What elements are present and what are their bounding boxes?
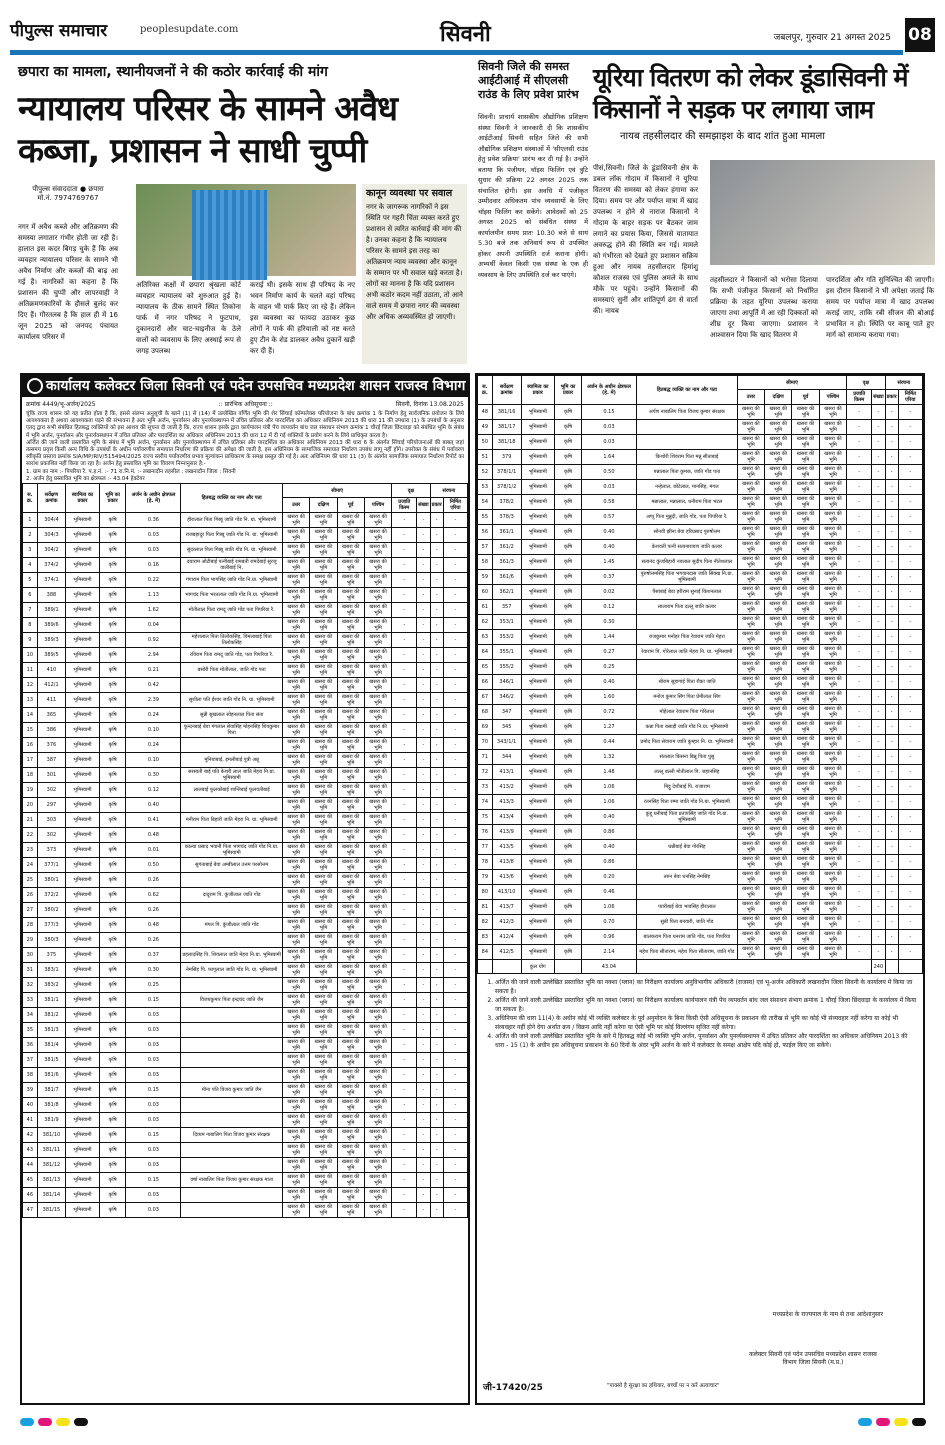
table-row: 34 381/2 भूमिस्वामी कृषि 0.03 खसरा की भूमि खसरा की भूमि खसरा की भूमि खसरा की भूमि - - - - <box>23 1008 468 1023</box>
newspaper-logo: पीपुल्स समाचार <box>10 21 108 41</box>
table-row: 80 413/10 भूमिस्वामी कृषि 0.46 खसरा की भूमि खसरा की भूमि खसरा की भूमि खसरा की भूमि - - - - <box>478 885 923 900</box>
total-row: कुल योग 43.04 240 <box>478 960 923 974</box>
box-title: कानून व्यवस्था पर सवाल <box>366 188 453 199</box>
masthead <box>10 18 935 52</box>
footnote-item: 2. अर्जित की जाने वाली उल्लेखित प्रस्तावित भूमि का नक्शा (प्लान) का निरीक्षण कार्यालय कार्यपालन यंत्री पेंच व्यपवर्तन बांध जल संसाधन संभाग क्रमांक 1 चौरई जिला छिंदवाड़ा के कार्यालय में किया जा सकता है। <box>495 996 917 1014</box>
notice-type: :: प्रारंभिक अधिसूचना :: <box>218 401 273 408</box>
table-row: 11 410 भूमिस्वामी कृषि 0.21 बसोरी पिता मोतीलाल, जाति गोंड पता खसरा की भूमि खसरा की भूमि खसरा की भूमि खसरा की भूमि - - - - <box>23 663 468 678</box>
notice-para1: चूंकि राज्य शासन को यह प्रतीत होता है कि, इससे संलग्न अनुसूची के खाने (1) से (14) में उल्लेखित वर्णित भूमि की शेर सिंचाई कॉम्पलेक्स परियोजना के बांध क्रमांक 1 के निर्माण हेतु सार्वजनिक प्रयोजन के लिये आवश्यकता है अथवा आवश्यकता पड़ने की संभावना है अतः भूमि अर्जन, पुनर्वासन और पुनर्व्यवस्थापन में उचित प्रतिकर और पारदर्शिता का अधिकार अधिनियम 2013 की धारा 11 की उपधारा (1) के उपबंधों के अनुसार एतद् द्वारा सभी संबंधित हितबद्ध व्यक्तियों को इस आशय की सूचना दी जाती है कि, राज्य शासन इसके द्वारा कार्यपालन यंत्री पेंच व्यपवर्तन बांध जल संसाधन संभाग क्रमांक 1 चौरई जिला छिंदवाड़ा को संबंधित भूमि के संबंध में भूमि अर्जन, पुनर्वासन और पुनर्व्यवस्थापन में उचित प्रतिकर और पारदर्शिता का अधिकार अधिनियम 2013 की धारा 12 में दी गई शक्तियों के प्रयोग करने के लिये प्राधिकृत करता है। <box>26 411 464 439</box>
table-row: 13 411 भूमिस्वामी कृषि 2.39 सुशीला पति ईश्वर जाति गोंड नि. ग्रा. भूमिस्वामी खसरा की भूमि खसरा की भूमि खसरा की भूमि खसरा की भूमि - - - - <box>23 693 468 708</box>
table-row: 78 413/8 भूमिस्वामी कृषि 0.86 खसरा की भूमि खसरा की भूमि खसरा की भूमि खसरा की भूमि - - - - <box>478 855 923 870</box>
table-row: 79 413/6 भूमिस्वामी कृषि 0.20 तरुन बेवा धनसिंह नेमसिंह खसरा की भूमि खसरा की भूमि खसरा की भूमि खसरा की भूमि - - - - <box>478 870 923 885</box>
signature-line1: मध्यप्रदेश के राज्यपाल के नाम से तथा आदेशानुसार <box>772 1311 883 1318</box>
table-row: 45 381/13 भूमिस्वामी कृषि 0.15 वर्षा नाबालिग पिता विजय कुमार संरक्षक माता खसरा की भूमि खसरा की भूमि खसरा की भूमि खसरा की भूमि - - - - <box>23 1173 468 1188</box>
table-row: 59 361/6 भूमिस्वामी कृषि 0.37 पुरुषोत्तमसिंह पिता भगवानदास जाति सिक्ख नि.ग्रा. भूमिस्वामी खसरा की भूमि खसरा की भूमि खसरा की भूमि खसरा की भूमि - - - - <box>478 570 923 585</box>
story3-col3: पारदर्शिता और गति सुनिश्चित की जाएगी। इस दौरान किसानों ने भी अपेक्षा जताई कि समय पर पर्याप्त मात्रा में खाद उपलब्ध कराई जाए, ताकि रबी सीजन की बोआई प्रभावित न हो। स्थिति पर काबू पाते हुए मार्ग को सामान्य कराया गया। <box>826 276 934 339</box>
table-row: 31 383/1 भूमिस्वामी कृषि 0.30 नेमसिंह पि. फागूलाल जाति गोंड नि. ग्रा. भूमिस्वामी खसरा की भूमि खसरा की भूमि खसरा की भूमि खसरा की भूमि - - - - <box>23 963 468 978</box>
table-row: 5 374/1 भूमिस्वामी कृषि 0.22 गंगाराम पिता भागसिंह जाति गोंड नि.ग्रा. भूमिस्वामी खसरा की भूमि खसरा की भूमि खसरा की भूमि खसरा की भूमि - - - - <box>23 573 468 588</box>
table-row: 22 302 भूमिस्वामी कृषि 0.48 खसरा की भूमि खसरा की भूमि खसरा की भूमि खसरा की भूमि - - - - <box>23 828 468 843</box>
table-row: 20 297 भूमिस्वामी कृषि 0.40 खसरा की भूमि खसरा की भूमि खसरा की भूमि खसरा की भूमि - - - - <box>23 798 468 813</box>
table-row: 33 381/1 भूमिस्वामी कृषि 0.15 विजयकुमार पिता इन्द्रचंद जाति जैन खसरा की भूमि खसरा की भूमि खसरा की भूमि खसरा की भूमि - - - - <box>23 993 468 1008</box>
notice-meta <box>22 397 468 411</box>
edition-date: जबलपुर, गुरुवार 21 अगस्त 2025 <box>773 33 891 43</box>
col-header: निर्मित एरिया <box>443 498 467 513</box>
table-row: 15 386 भूमिस्वामी कृषि 0.10 फुन्दनबाई बेवा गंगलाल सेवासिंह मोहनसिंह शिवकुमार पिता खसरा की भूमि खसरा की भूमि खसरा की भूमि खसरा की भूमि - - - - <box>23 723 468 738</box>
govt-emblem-icon <box>27 378 43 394</box>
col-header: सर्वेक्षण क्रमांक <box>492 376 521 405</box>
table-row: 71 344 भूमिस्वामी कृषि 1.32 संतलाल किसना बिन्नू पिता पुसु खसरा की भूमि खसरा की भूमि खसरा की भूमि खसरा की भूमि - - - - <box>478 750 923 765</box>
story1-byline <box>18 185 118 203</box>
notice-para2: अर्जित की जाने वाली प्रस्तावित भूमि के संबंध में भूमि अर्जन, पुनर्वासन और पुनर्व्यवस्थापन में उचित प्रतिकर और पारदर्शिता का अधिकार अधिनियम 2013 की धारा 6 के अंतर्गत सिंचाई परियोजनाओं की बाबत् जहां तत्समय प्रवृत्त किसी अन्य विधि के उपबंधों के अधीन पर्यावरणीय समाघात निर्धारण की प्रक्रिया की अपेक्षा की जाती है, इस अधिनियम के सामाजिक समाघात निर्धारण उपबंध लागू नहीं होंगे। उपरोक्त के संबंध में पर्यावरण स्वीकृति प्रस्ताव क्रमांक SIA/MP/RIV/515494/2025 राज्य स्तरीय पर्यावरणीय प्रभाव मूल्यांकन प्राधिकरण के समक्ष प्रस्तुत की गई है। अतः अधिनियम की धारा 11 (3) के अंतर्गत सामाजिक समाघात निर्धारण रिपोर्ट का सारांश प्रकाशित नहीं किया जा रहा है। अर्जन हेतु प्रस्तावित भूमि का विवरण निम्नानुसार है:- <box>26 439 464 468</box>
story1-headline: न्यायालय परिसर के सामने अवैध कब्जा, प्रशासन ने साधी चुप्पी <box>18 89 398 171</box>
col-header: भूमि का प्रकार <box>99 484 126 513</box>
col-header: संख्या <box>417 498 431 513</box>
col-header: संख्या <box>872 390 886 405</box>
table-row: 73 413/2 भूमिस्वामी कृषि 1.06 मिट्ठू देशीबाई पि. राजाराम खसरा की भूमि खसरा की भूमि खसरा की भूमि खसरा की भूमि - - - - <box>478 780 923 795</box>
table-row: 51 379 भूमिस्वामी कृषि 1.64 किशोरी शिवराम पिता मन्नू सीताबाई खसरा की भूमि खसरा की भूमि खसरा की भूमि खसरा की भूमि - - - - <box>478 450 923 465</box>
table-row: 28 377/3 भूमिस्वामी कृषि 0.48 मंगल पि. कुंजीलाल जाति गोंड खसरा की भूमि खसरा की भूमि खसरा की भूमि खसरा की भूमि - - - - <box>23 918 468 933</box>
table-row: 60 362/1 भूमिस्वामी कृषि 0.02 पैसाबाई बेवा हरीराम सुनाई किशनलाल खसरा की भूमि खसरा की भूमि खसरा की भूमि खसरा की भूमि - - - - <box>478 585 923 600</box>
story1-col3: कराई थी। इसके साथ ही परिषद के नए भवन निर्माण कार्य के चलते वहां परिषद के वाहन भी पार्क किए जा रहे हैं। लेकिन इस व्यवस्था का फायदा उठाकर कुछ लोगों ने पार्क की हरियाली को नष्ट करते हुए टीन के शेड डालकर अवैध दुकानें खड़ी कर दी हैं। <box>250 281 355 355</box>
table-row: 47 381/15 भूमिस्वामी कृषि 0.03 खसरा की भूमि खसरा की भूमि खसरा की भूमि खसरा की भूमि - - - - <box>23 1203 468 1218</box>
table-row: 67 346/2 भूमिस्वामी कृषि 1.60 मनोज कुमार सिंग पिता प्रेमीलाल सिंग खसरा की भूमि खसरा की भूमि खसरा की भूमि खसरा की भूमि - - - - <box>478 690 923 705</box>
footnote-item: 1. अर्जित की जाने वाली उल्लेखित प्रस्तावित भूमि का नक्शा (प्लान) का निरीक्षण कार्यालय अनुविभागीय अधिकारी (राजस्व) एवं भू-अर्जन अधिकारी लखनादौन जिला सिवनी के कार्यालय में किया जा सकता है। <box>495 978 917 996</box>
table-row: 41 381/9 भूमिस्वामी कृषि 0.03 खसरा की भूमि खसरा की भूमि खसरा की भूमि खसरा की भूमि - - - - <box>23 1113 468 1128</box>
table-row: 55 378/3 भूमिस्वामी कृषि 0.57 अप्पू पिता मुन्नुदी, जाति गोंड, पता पिपरिया रै. खसरा की भूमि खसरा की भूमि खसरा की भूमि खसरा की भूमि - - - - <box>478 510 923 525</box>
notice-ref: क्रमांक 4449/भू-अर्जन/2025 <box>26 401 96 408</box>
notice-slogan: "पाक्सो है सुरक्षा का हथियार, बच्चों पर न करें अत्याचार" <box>607 1383 720 1389</box>
col-header: अर्जन के अधीन क्षेत्रफल (हे. में) <box>581 376 636 405</box>
table-row: 65 355/2 भूमिस्वामी कृषि 0.25 खसरा की भूमि खसरा की भूमि खसरा की भूमि खसरा की भूमि - - - - <box>478 660 923 675</box>
table-row: 61 357 भूमिस्वामी कृषि 0.12 लालाराम पिता दल्लू जाति कलार खसरा की भूमि खसरा की भूमि खसरा की भूमि खसरा की भूमि - - - - <box>478 600 923 615</box>
footnote-item: 3. अधिनियम की धारा 11(4) के अधीन कोई भी व्यक्ति कलेक्टर के पूर्व अनुमोदन के बिना किसी ऐसी अधिसूचना के प्रकाशन की तारीख से भूमि का कोई भी संव्यवहार नहीं करेगा या कोई भी संव्यवहार नहीं होने देगा अर्थात क्रय / विक्रय आदि नहीं करेगा या ऐसी भूमि पर कोई विल्लंगम सृजित नहीं करेगा। <box>495 1014 917 1032</box>
col-header: अर्जन के अधीन क्षेत्रफल (हे. में) <box>126 484 181 513</box>
byline-text: पीपुल्स संवाददाता ● छपारा <box>32 185 104 193</box>
table-row: 44 381/12 भूमिस्वामी कृषि 0.03 खसरा की भूमि खसरा की भूमि खसरा की भूमि खसरा की भूमि - - - - <box>23 1158 468 1173</box>
col-header: भूमि का प्रकार <box>555 376 582 405</box>
table-row: 56 361/1 भूमिस्वामी कृषि 0.40 सोनवी झीना बेवा हरिप्रसाद पुरुषोत्तम खसरा की भूमि खसरा की भूमि खसरा की भूमि खसरा की भूमि - - - - <box>478 525 923 540</box>
col-header: स्वामित्व का प्रकार <box>66 484 100 513</box>
edition-title: सिवनी <box>440 21 491 47</box>
header-rule <box>10 50 903 55</box>
col-header: स. क्र. <box>478 376 493 405</box>
table-row: 32 383/2 भूमिस्वामी कृषि 0.25 खसरा की भूमि खसरा की भूमि खसरा की भूमि खसरा की भूमि - - - - <box>23 978 468 993</box>
table-row: 48 381/16 भूमिस्वामी कृषि 0.15 अर्पण नाबालिग पिता विजय कुमार संरक्षक खसरा की भूमि खसरा की भूमि खसरा की भूमि खसरा की भूमि - - - - <box>478 405 923 420</box>
table-row: 77 413/5 भूमिस्वामी कृषि 0.40 धन्नीबाई बेवा गोरसिंह खसरा की भूमि खसरा की भूमि खसरा की भूमि खसरा की भूमि - - - - <box>478 840 923 855</box>
story3-col1: पीसं,सिवनी। जिले के डूंडासिवनी क्षेत्र के डबल लॉक गोदाम में किसानों ने यूरिया वितरण की समस्या को लेकर हंगामा कर दिया। समय पर और पर्याप्त मात्रा में खाद उपलब्ध न होने से नाराज किसानों ने गोदाम के बाहर सड़क पर बैठकर जाम लगाने का प्रयास किया, जिससे यातायात अवरुद्ध होने की स्थिति बन गई। मामले को गंभीरता को देखते हुए प्रशासन सक्रिय हुआ और नायब तहसीलदार हिमांशु कौशल राजस्व एवं पुलिस अमले के साथ मौके पर पहुंचे। उन्होंने किसानों की समस्याएं सुनीं और शांतिपूर्ण ढंग से वार्ता की। नायब <box>593 164 698 315</box>
col-header: हितबद्ध व्यक्ति का नाम और पता <box>181 484 283 513</box>
table-row: 62 353/1 भूमिस्वामी कृषि 0.30 खसरा की भूमि खसरा की भूमि खसरा की भूमि खसरा की भूमि - - - - <box>478 615 923 630</box>
table-row: 35 381/3 भूमिस्वामी कृषि 0.03 खसरा की भूमि खसरा की भूमि खसरा की भूमि खसरा की भूमि - - - - <box>23 1023 468 1038</box>
notice-area-line: 2. अर्जन हेतु प्रस्तावित भूमि का क्षेत्रफल :- 43.04 हेक्टेयर <box>26 475 145 482</box>
table-row: 27 380/2 भूमिस्वामी कृषि 0.26 खसरा की भूमि खसरा की भूमि खसरा की भूमि खसरा की भूमि - - - - <box>23 903 468 918</box>
box-text: नगर के जागरूक नागरिकों ने इस स्थिति पर गहरी चिंता व्यक्त करते हुए प्रशासन से त्वरित कार्रवाई की मांग की है। उनका कहना है कि न्यायालय परिसर के सामने इस तरह का अतिक्रमण न्याय व्यवस्था और कानून के सम्मान पर भी सवाल खड़े करता है। लोगों का मानना है कि यदि प्रशासन अभी कठोर कदम नहीं उठाता, तो आने वाले समय में छपारा नगर की व्यवस्था और अधिक अव्यवस्थित हो जाएगी। <box>366 203 463 321</box>
table-row: 2 304/3 भूमिस्वामी कृषि 0.03 राजबहादुर पिता गिब्बू जाति गोंड नि. ग्रा. भूमिस्वामी खसरा की भूमि खसरा की भूमि खसरा की भूमि खसरा की भूमि - - - - <box>23 528 468 543</box>
govt-notice-right <box>475 373 925 1405</box>
table-row: 57 361/2 भूमिस्वामी कृषि 0.40 केशवती पत्नी सत्यनारायण जाति कलार खसरा की भूमि खसरा की भूमि खसरा की भूमि खसरा की भूमि - - - - <box>478 540 923 555</box>
govt-notice-left <box>20 373 470 1405</box>
tin-shed-image <box>192 190 267 280</box>
col-header: पश्चिम <box>364 498 392 513</box>
table-row: 70 343/1/1 भूमिस्वामी कृषि 0.44 प्रमोद पिता सेवाराम जाति कुम्हार नि. ग्रा. भूमिस्वामी खसरा की भूमि खसरा की भूमि खसरा की भूमि खसरा की भूमि - - - - <box>478 735 923 750</box>
table-row: 37 381/5 भूमिस्वामी कृषि 0.03 खसरा की भूमि खसरा की भूमि खसरा की भूमि खसरा की भूमि - - - - <box>23 1053 468 1068</box>
notice-date: सिवनी, दिनांक 13.08.2025 <box>395 401 464 408</box>
story1-col2: अतिरिक्त कक्षों में छपारा श्रृंखला कोर्ट व्यवहार न्यायालय को शुरुआत हुई है। न्यायालय के ठीक सामने स्थित तिकोना पार्क में नगर परिषद ने फुटपाथ, दुकानदारों और चाट-चाइनीज के ठेले वालों को व्यवसाय के लिए अस्थाई रूप से जगह उपलब्ध <box>136 281 241 355</box>
table-row: 49 381/17 भूमिस्वामी कृषि 0.03 खसरा की भूमि खसरा की भूमि खसरा की भूमि खसरा की भूमि - - - - <box>478 420 923 435</box>
notice-title-bar <box>22 375 468 397</box>
table-row: 72 413/1 भूमिस्वामी कृषि 1.48 लल्लू बल्ली मोतीलाल पि. जहानसिंह खसरा की भूमि खसरा की भूमि खसरा की भूमि खसरा की भूमि - - - - <box>478 765 923 780</box>
col-header: पश्चिम <box>819 390 847 405</box>
col-header: उत्तर <box>282 498 309 513</box>
col-header: दक्षिण <box>765 390 792 405</box>
notice-village-line: 1. ग्राम का नाम :- पिपरिया रै. प.ह.नं. :- 71 रा.नि.मं. :- लखनादौन तहसील : लखनादौन जिला : सिवनी <box>26 468 236 475</box>
table-row: 76 413/9 भूमिस्वामी कृषि 0.86 खसरा की भूमि खसरा की भूमि खसरा की भूमि खसरा की भूमि - - - - <box>478 825 923 840</box>
col-header: दक्षिण <box>310 498 337 513</box>
table-row: 6 388 भूमिस्वामी कृषि 1.13 भागचंद पिता भरतलाल जाति गोंड नि.ग्रा. भूमिस्वामी खसरा की भूमि खसरा की भूमि खसरा की भूमि खसरा की भूमि - - - - <box>23 588 468 603</box>
footnote-item: 4. अर्जित की जाने वाली उल्लेखित प्रस्तावित भूमि के बारे में हितबद्ध कोई भी व्यक्ति भूमि अर्जन, पुनर्वासन और पुनर्व्यवस्थापन में उचित प्रतिकर और पारदर्शिता का अधिकार अधिनियम 2013 की धारा - 15 (1) के अधीन इस अधिसूचना प्रकाशन के 60 दिनों के अंदर भूमि अर्जन के बारे में कलेक्टर के समक्ष आक्षेप यदि कोई हो, फाईल किए जा सकेंगे। <box>495 1032 917 1050</box>
page-number: 08 <box>905 18 935 52</box>
table-row: 9 389/3 भूमिस्वामी कृषि 0.92 महेशलाल पिता तिलोकसिंह, विमलाबाई पिता तिलोकसिंह खसरा की भूमि खसरा की भूमि खसरा की भूमि खसरा की भूमि - - - - <box>23 633 468 648</box>
table-row: 25 380/1 भूमिस्वामी कृषि 0.26 खसरा की भूमि खसरा की भूमि खसरा की भूमि खसरा की भूमि - - - - <box>23 873 468 888</box>
table-row: 75 413/4 भूमिस्वामी कृषि 0.40 कुद्दू धनीबाई पिता प्रतापसिंह जाति गोंड नि.ग्रा. भूमिस्वामी खसरा की भूमि खसरा की भूमि खसरा की भूमि खसरा की भूमि - - - - <box>478 810 923 825</box>
table-row: 17 387 भूमिस्वामी कृषि 0.10 मुनियाबाई, इमलीबाई पुत्री अन्नू खसरा की भूमि खसरा की भूमि खसरा की भूमि खसरा की भूमि - - - - <box>23 753 468 768</box>
col-header: पूर्व <box>337 498 364 513</box>
table-row: 66 346/1 भूमिस्वामी कृषि 0.40 श्रीराम सुहागाई पिता रौका जाति खसरा की भूमि खसरा की भूमि खसरा की भूमि खसरा की भूमि - - - - <box>478 675 923 690</box>
table-row: 52 378/1/1 भूमिस्वामी कृषि 0.50 पन्नालाल पिता कुमक, जाति गोंड पता खसरा की भूमि खसरा की भूमि खसरा की भूमि खसरा की भूमि - - - - <box>478 465 923 480</box>
sidebar-box <box>362 184 467 364</box>
table-row: 74 413/3 भूमिस्वामी कृषि 1.06 रतनसिंह पिता रम्मा जाति गोंड नि.ग्रा. भूमिस्वामी खसरा की भूमि खसरा की भूमि खसरा की भूमि खसरा की भूमि - - - - <box>478 795 923 810</box>
table-row: 23 373 भूमिस्वामी कृषि 0.01 काल्या प्रसाद भवानी पिता भागचंद जाति गोंड नि.ग्रा. भूमिस्वामी खसरा की भूमि खसरा की भूमि खसरा की भूमि खसरा की भूमि - - - - <box>23 843 468 858</box>
table-row: 54 378/2 भूमिस्वामी कृषि 0.58 मन्नालाल, मन्नालाल, धनीराम पिता भटल खसरा की भूमि खसरा की भूमि खसरा की भूमि खसरा की भूमि - - - - <box>478 495 923 510</box>
table-row: 82 412/3 भूमिस्वामी कृषि 0.70 सुन्नी पिता बनवारी, जाति गोंड खसरा की भूमि खसरा की भूमि खसरा की भूमि खसरा की भूमि - - - - <box>478 915 923 930</box>
col-header: उत्तर <box>737 390 764 405</box>
notice-title: कार्यालय कलेक्टर जिला सिवनी एवं पदेन उपसचिव मध्यप्रदेश शासन राजस्व विभाग <box>46 378 466 394</box>
table-row: 3 304/2 भूमिस्वामी कृषि 0.03 सुंदरलाल पिता गिब्बू जाति गोंड नि. ग्रा. भूमिस्वामी खसरा की भूमि खसरा की भूमि खसरा की भूमि खसरा की भूमि - - - - <box>23 543 468 558</box>
table-row: 64 355/1 भूमिस्वामी कृषि 0.27 रेवाराम पि. गोरेलाल जाति मेहरा नि. ग्रा. भूमिस्वामी खसरा की भूमि खसरा की भूमि खसरा की भूमि खसरा की भूमि - - - - <box>478 645 923 660</box>
table-row: 30 375 भूमिस्वामी कृषि 0.37 प्रहलादसिंह पि. शिवलाल जाति मेहरा नि.ग्रा. भूमिस्वामी खसरा की भूमि खसरा की भूमि खसरा की भूमि खसरा की भूमि - - - - <box>23 948 468 963</box>
table-row: 38 381/6 भूमिस्वामी कृषि 0.03 खसरा की भूमि खसरा की भूमि खसरा की भूमि खसरा की भूमि - - - - <box>23 1068 468 1083</box>
table-row: 4 374/2 भूमिस्वामी कृषि 0.16 दयाराम ओटीबाई पत्नीबाई रामबती रामदेबाई सुरजू वालीबाई नि. खसरा की भूमि खसरा की भूमि खसरा की भूमि खसरा की भूमि - - - - <box>23 558 468 573</box>
table-row: 14 365 भूमिस्वामी कृषि 0.24 सुन्नी सुखलाल सोहनलाल पिता संता खसरा की भूमि खसरा की भूमि खसरा की भूमि खसरा की भूमि - - - - <box>23 708 468 723</box>
table-row: 18 301 भूमिस्वामी कृषि 0.30 सरस्वती बाई पति केशरी लाल जाति मेहरा नि.ग्रा. भूमिस्वामी खसरा की भूमि खसरा की भूमि खसरा की भूमि खसरा की भूमि - - - - <box>23 768 468 783</box>
col-header: निर्मित एरिया <box>898 390 922 405</box>
story3-headline: यूरिया वितरण को लेकर डूंडासिवनी में किसानों ने सड़क पर लगाया जाम <box>593 63 908 124</box>
table-row: 10 389/5 भूमिस्वामी कृषि 2.94 रविराम पिता रामदू जाति गोंड, पता पिपरिया रै. खसरा की भूमि खसरा की भूमि खसरा की भूमि खसरा की भूमि - - - - <box>23 648 468 663</box>
table-row: 46 381/14 भूमिस्वामी कृषि 0.03 खसरा की भूमि खसरा की भूमि खसरा की भूमि खसरा की भूमि - - - - <box>23 1188 468 1203</box>
table-row: 39 381/7 भूमिस्वामी कृषि 0.15 मीना पति विजय कुमार जाति जैन खसरा की भूमि खसरा की भूमि खसरा की भूमि खसरा की भूमि - - - - <box>23 1083 468 1098</box>
table-row: 24 377/1 भूमिस्वामी कृषि 0.50 सुगंताबाई बेवा अम्बीलाल उत्तम परसोत्तम खसरा की भूमि खसरा की भूमि खसरा की भूमि खसरा की भूमि - - - - <box>23 858 468 873</box>
story3-subhead: नायब तहसीलदार की समझाइश के बाद शांत हुआ मामला <box>620 131 825 142</box>
col-header: पूर्व <box>792 390 819 405</box>
story1-col1: नगर में अवैध कब्जे और अतिक्रमण की समस्या लगातार गंभीर होती जा रही है। हालात इस कदर बिगड़ चुके हैं कि अब व्यवहार न्यायालय परिसर के सामने भी अवैध निर्माण और कब्जों की बाढ़ आ गई है। नागरिकों का कहना है कि प्रशासन की चुप्पी और लापरवाही ने अतिक्रमणकारियों के हौसले बुलंद कर दिए हैं। गौरतलब है कि हाल ही में 16 जून 2025 को जनपद पंचायत कार्यालय परिसर में <box>18 223 118 341</box>
signature-line2: कलेक्टर सिवनी एवं पदेन उपसचिव मध्यप्रदेश शासन राजस्व विभाग जिला सिवनी (म.प्र.) <box>749 1351 877 1366</box>
registration-marks <box>0 1418 945 1428</box>
notice-footnotes <box>477 974 923 1054</box>
table-row: 58 361/3 भूमिस्वामी कृषि 1.45 सत्यनंद कुंजबिहारी नवलाल सुदीप पिता नीतेशलाल खसरा की भूमि खसरा की भूमि खसरा की भूमि खसरा की भूमि - - - - <box>478 555 923 570</box>
table-row: 40 381/8 भूमिस्वामी कृषि 0.03 खसरा की भूमि खसरा की भूमि खसरा की भूमि खसरा की भूमि - - - - <box>23 1098 468 1113</box>
col-header: हितबद्ध व्यक्ति का नाम और पता <box>637 376 738 405</box>
table-row: 12 412/1 भूमिस्वामी कृषि 0.42 खसरा की भूमि खसरा की भूमि खसरा की भूमि खसरा की भूमि - - - - <box>23 678 468 693</box>
table-row: 7 389/1 भूमिस्वामी कृषि 1.62 मोतीलाल पिता रामदू जाति गोंड पता पिपरिया रै. खसरा की भूमि खसरा की भूमि खसरा की भूमि खसरा की भूमि - - - - <box>23 603 468 618</box>
land-schedule-table-left: स. क्र. सर्वेक्षण क्रमांक स्वामित्व का प्रकार भूमि का प्रकार अर्जन के अधीन क्षेत्रफल (हे. में) हितबद्ध व्यक्ति का नाम और पता सीमाएं वृक्ष संरचना उत्तर दक्षिण पूर्व पश्चिम प्रजाति किस्म संख्या प्रकार निर्मित एरिया 1 304/4 भूमिस्वामी कृषि 0.36 हीरालाल पिता गिब्बू जाति गोंड नि. ग्रा. भूमिस्वामी खसरा की भूमि खसरा की भूमि खसरा की भूमि खसरा की भूमि - - - - 2 304/3 भूमिस्वामी कृषि 0.03 राजबहादुर पिता गिब्बू जाति गोंड नि. ग्रा. भूमिस्वामी खसरा की भूमि खसरा की भूमि खसरा की भूमि खसरा की भूमि - - - - 3 304/2 भूमिस्वामी कृषि 0.03 सुंदरलाल पिता गिब्बू जाति गोंड नि. ग्रा. भूमिस्वामी खसरा की भूमि खसरा की भूमि खसरा की भूमि खसरा की भूमि - - - - 4 374/2 भूमिस्वामी कृषि 0.16 दयाराम ओटीबाई पत्नीबाई रामबती रामदेबाई सुरजू वालीबाई नि. खसरा की भूमि खसरा की भूमि खसरा की भूमि खसरा की भूमि - - - - 5 374/1 भूमिस्वामी कृषि 0.22 गंगाराम पिता भागसिंह जाति गोंड नि.ग्रा. भूमिस्वामी खसरा की भूमि खसरा की भूमि खसरा की भूमि खसरा की भूमि - - - - 6 388 भूमिस्वामी कृषि 1.13 भागचंद पिता भरतलाल जाति गोंड नि.ग्रा. भूमिस्वामी खसरा की भूमि खसरा की भूमि खसरा की भूमि खसरा की भूमि - - - - 7 389/1 भूमिस्वामी कृषि 1.62 मोतीलाल पिता रामदू जाति गोंड पता पिपरिया रै. खसरा की भूमि खसरा की भूमि खसरा की भूमि खसरा की भूमि - - - - 8 389/6 भूमिस्वामी कृषि 0.04 खसरा की भूमि खसरा की भूमि खसरा की भूमि खसरा की भूमि - - - - 9 389/3 भूमिस्वामी कृषि 0.92 महेशलाल पिता तिलोकसिंह, विमलाबाई पिता तिलोकसिंह खसरा की भूमि खसरा की भूमि खसरा की भूमि खसरा की भूमि - - - - 10 389/5 भूमिस्वामी कृषि 2.94 रविराम पिता रामदू जाति गोंड, पता पिपरिया रै. खसरा की भूमि खसरा की भूमि खसरा की भूमि खसरा की भूमि - - - - 11 410 भूमिस्वामी कृषि 0.21 बसोरी पिता मोतीलाल, जाति गोंड पता खसरा की भूमि खसरा की भूमि खसरा की भूमि खसरा की भूमि - - - - 12 412/1 भूमिस्वामी कृषि 0.42 खसरा की भूमि खसरा की भूमि खसरा की भूमि खसरा की भूमि - - - - 13 411 भूमिस्वामी कृषि 2.39 सुशीला पति ईश्वर जाति गोंड नि. ग्रा. भूमिस्वामी खसरा की भूमि खसरा की भूमि खसरा की भूमि खसरा की भूमि - - - - 14 365 भूमिस्वामी कृषि 0.24 सुन्नी सुखलाल सोहनलाल पिता संता खसरा की भूमि खसरा की भूमि खसरा की भूमि खसरा की भूमि - - - - 15 386 भूमिस्वामी कृषि 0.10 फुन्दनबाई बेवा गंगलाल सेवासिंह मोहनसिंह शिवकुमार पिता खसरा की भूमि खसरा की भूमि खसरा की भूमि खसरा की भूमि - - - - 16 376 भूमिस्वामी कृषि 0.24 खसरा की भूमि खसरा की भूमि खसरा की भूमि खसरा की भूमि - - - - 17 387 भूमिस्वामी कृषि 0.10 मुनियाबाई, इमलीबाई पुत्री अन्नू खसरा की भूमि खसरा की भूमि खसरा की भूमि खसरा की भूमि - - - - 18 301 भूमिस्वामी कृषि 0.30 सरस्वती बाई पति केशरी लाल जाति मेहरा नि.ग्रा. भूमिस्वामी खसरा की भूमि खसरा की भूमि खसरा की भूमि खसरा की भूमि - - - - 19 302 भूमिस्वामी कृषि 0.12 लालबाई फुलकोबाई शान्तिबाई फूलवतीबाई खसरा की भूमि खसरा की भूमि खसरा की भूमि खसरा की भूमि - - - - 20 297 भूमिस्वामी कृषि 0.40 खसरा की भूमि खसरा की भूमि खसरा की भूमि खसरा की भूमि - - - - 21 303 भूमिस्वामी कृषि 0.41 मनीराम पिता बिहारी जाति मेहरा नि. ग्रा. भूमिस्वामी खसरा की भूमि खसरा की भूमि खसरा की भूमि खसरा की भूमि - - - - 22 302 भूमिस्वामी कृषि 0.48 खसरा की भूमि खसरा की भूमि खसरा की भूमि खसरा की भूमि - - - - 23 373 भूमिस्वामी कृषि 0.01 काल्या प्रसाद भवानी पिता भागचंद जाति गोंड नि.ग्रा. भूमिस्वामी खसरा की भूमि खसरा की भूमि खसरा की भूमि खसरा की भूमि - - - - 24 377/1 भूमिस्वामी कृषि 0.50 सुगंताबाई बेवा अम्बीलाल उत्तम परसोत्तम खसरा की भूमि खसरा की भूमि खसरा की भूमि खसरा की भूमि - - - - 25 380/1 भूमिस्वामी कृषि 0.26 खसरा की भूमि खसरा की भूमि खसरा की भूमि खसरा की भूमि - - - - 26 372/2 भूमिस्वामी कृषि 0.62 दादूराम पि. कुंजीलाल जाति गोंड खसरा की भूमि खसरा की भूमि खसरा की भूमि खसरा की भूमि - - - - 27 380/2 भूमिस्वामी कृषि 0.26 खसरा की भूमि खसरा की भूमि खसरा की भूमि खसरा की भूमि - - - - 28 377/3 भूमिस्वामी कृषि 0.48 मंगल पि. कुंजीलाल जाति गोंड खसरा की भूमि खसरा की भूमि खसरा की भूमि खसरा की भूमि - - - - 29 380/3 भूमिस्वामी कृषि 0.26 खसरा की भूमि खसरा की भूमि खसरा की भूमि खसरा की भूमि - - - - 30 375 भूमिस्वामी कृषि 0.37 प्रहलादसिंह पि. शिवलाल जाति मेहरा नि.ग्रा. भूमिस्वामी खसरा की भूमि खसरा की भूमि खसरा की भूमि खसरा की भूमि - - - - 31 383/1 भूमिस्वामी कृषि 0.30 नेमसिंह पि. फागूलाल जाति गोंड नि. ग्रा. भूमिस्वामी खसरा की भूमि खसरा की भूमि खसरा की भूमि खसरा की भूमि - - - - 32 383/2 भूमिस्वामी कृषि 0.25 खसरा की भूमि खसरा की भूमि खसरा की भूमि खसरा की भूमि - - - - 33 381/1 भूमिस्वामी कृषि 0.15 विजयकुमार पिता इन्द्रचंद जाति जैन खसरा की भूमि खसरा की भूमि खसरा की भूमि खसरा की भूमि - - - - 34 381/2 भूमिस्वामी कृषि 0.03 खसरा की भूमि खसरा की भूमि खसरा की भूमि खसरा की भूमि - - - - 35 381/3 भूमिस्वामी कृषि 0.03 खसरा की भूमि खसरा की भूमि खसरा की भूमि खसरा की भूमि - - - - 36 381/4 भूमिस्वामी कृषि 0.03 खसरा की भूमि खसरा की भूमि खसरा की भूमि खसरा की भूमि - - - - 37 381/5 भूमिस्वामी कृषि 0.03 खसरा की भूमि खसरा की भूमि खसरा की भूमि खसरा की भूमि - - - - 38 381/6 भूमिस्वामी कृषि 0.03 खसरा की भूमि खसरा की भूमि खसरा की भूमि खसरा की भूमि - - - - 39 381/7 भूमिस्वामी कृषि 0.15 मीना पति विजय कुमार जाति जैन खसरा की भूमि खसरा की भूमि खसरा की भूमि खसरा की भूमि - - - - 40 381/8 भूमिस्वामी कृषि 0.03 खसरा की भूमि खसरा की भूमि खसरा की भूमि खसरा की भूमि - - - - 41 381/9 भूमिस्वामी कृषि 0.03 खसरा की भूमि खसरा की भूमि खसरा की भूमि खसरा की भूमि - - - - 42 381/10 भूमिस्वामी कृषि 0.15 दिव्यम नाबालिग पिता विजय कुमार संरक्षक खसरा की भूमि खसरा की भूमि खसरा की भूमि खसरा की भूमि - - - - 43 381/11 भूमिस्वामी कृषि 0.03 खसरा की भूमि खसरा की भूमि खसरा की भूमि खसरा की भूमि - - - - 44 381/12 भूमिस्वामी कृषि 0.03 खसरा की भूमि खसरा की भूमि खसरा की भूमि खसरा की भूमि - - - - 45 381/13 भूमिस्वामी कृषि 0.15 वर्षा नाबालिग पिता विजय कुमार संरक्षक माता खसरा की भूमि खसरा की भूमि खसरा की भूमि खसरा की भूमि - - - - 46 381/14 भूमिस्वामी कृषि 0.03 खसरा की भूमि खसरा की भूमि खसरा की भूमि खसरा की भूमि - - - - 47 381/15 भूमिस्वामी कृषि 0.03 खसरा की भूमि खसरा की भूमि खसरा की भूमि खसरा की भूमि - - - - <box>22 483 468 1218</box>
col-header: प्रकार <box>430 498 443 513</box>
table-row: 69 345 भूमिस्वामी कृषि 1.27 कन्ना पिता बसाड़ी जाति गोंड नि.ग्रा. भूमिस्वामी खसरा की भूमि खसरा की भूमि खसरा की भूमि खसरा की भूमि - - - - <box>478 720 923 735</box>
table-row: 1 304/4 भूमिस्वामी कृषि 0.36 हीरालाल पिता गिब्बू जाति गोंड नि. ग्रा. भूमिस्वामी खसरा की भूमि खसरा की भूमि खसरा की भूमि खसरा की भूमि - - - - <box>23 513 468 528</box>
website-link[interactable]: peoplesupdate.com <box>140 24 239 35</box>
table-row: 42 381/10 भूमिस्वामी कृषि 0.15 दिव्यम नाबालिग पिता विजय कुमार संरक्षक खसरा की भूमि खसरा की भूमि खसरा की भूमि खसरा की भूमि - - - - <box>23 1128 468 1143</box>
table-row: 68 347 भूमिस्वामी कृषि 0.72 मोहेलाल रेवाराम पिता गोरेलाल खसरा की भूमि खसरा की भूमि खसरा की भूमि खसरा की भूमि - - - - <box>478 705 923 720</box>
table-row: 53 378/1/2 भूमिस्वामी कृषि 0.03 नन्हेलाल, छोटेलाल, मानसिंह, मंगल खसरा की भूमि खसरा की भूमि खसरा की भूमि खसरा की भूमि - - - - <box>478 480 923 495</box>
table-row: 19 302 भूमिस्वामी कृषि 0.12 लालबाई फुलकोबाई शान्तिबाई फूलवतीबाई खसरा की भूमि खसरा की भूमि खसरा की भूमि खसरा की भूमि - - - - <box>23 783 468 798</box>
story2-body: सिवनी। प्राचार्य शासकीय औद्योगिक प्रशिक्षण संस्था सिवनी ने जानकारी दी कि शासकीय आईटीआई सिवनी सहित जिले की सभी औद्योगिक प्रशिक्षण संस्थाओं में 'सीएलसी राउंड हेतु प्रवेश प्रक्रिया' प्रारंभ कर दी गई है। उन्होंने बताया कि पंजीयन, चॉइस फिलिंग एवं त्रुटि सुधार की प्रक्रिया 22 अगस्त 2025 तक संचालित होगी। इस अवधि में पंजीकृत उम्मीदवार अधिकतम पांच व्यवसायों के लिए चॉइस फिलिंग कर सकेंगे। आवेदकों को 25 अगस्त 2025 को संबंधित संस्था में कार्यालयीन समय प्रातः 10.30 बजे से सायं 5.30 बजे तक अनिवार्य रूप से उपस्थित होकर अपनी उपस्थिति दर्ज कराना होगी। अभ्यर्थी केवल किसी एक संस्था के एक ही व्यवसाय के लिए उपस्थिति दर्ज कर पाएंगे। <box>478 113 588 279</box>
table-row: 43 381/11 भूमिस्वामी कृषि 0.03 खसरा की भूमि खसरा की भूमि खसरा की भूमि खसरा की भूमि - - - - <box>23 1143 468 1158</box>
col-header: स्वामित्व का प्रकार <box>521 376 555 405</box>
table-row: 50 381/18 भूमिस्वामी कृषि 0.03 खसरा की भूमि खसरा की भूमि खसरा की भूमि खसरा की भूमि - - - - <box>478 435 923 450</box>
col-header: स. क्र. <box>23 484 38 513</box>
farmers-protest-photo <box>710 160 935 265</box>
table-row: 26 372/2 भूमिस्वामी कृषि 0.62 दादूराम पि. कुंजीलाल जाति गोंड खसरा की भूमि खसरा की भूमि खसरा की भूमि खसरा की भूमि - - - - <box>23 888 468 903</box>
col-header: सर्वेक्षण क्रमांक <box>37 484 66 513</box>
table-row: 29 380/3 भूमिस्वामी कृषि 0.26 खसरा की भूमि खसरा की भूमि खसरा की भूमि खसरा की भूमि - - - - <box>23 933 468 948</box>
col-header: प्रजाति किस्म <box>847 390 872 405</box>
story2-headline: सिवनी जिले की समस्त आईटीआई में सीएलसी राउंड के लिए प्रवेश प्रारंभ <box>478 60 579 101</box>
table-row: 83 412/4 भूमिस्वामी कृषि 0.96 बालकराम पिता धनराम जाति गोंड, पता पिपरिया खसरा की भूमि खसरा की भूमि खसरा की भूमि खसरा की भूमि - - - - <box>478 930 923 945</box>
reporter-phone: मो.नं. 7974769767 <box>37 194 99 202</box>
table-row: 81 413/7 भूमिस्वामी कृषि 1.06 प्यारीबाई बेवा भावसिंह हीरालाल खसरा की भूमि खसरा की भूमि खसरा की भूमि खसरा की भूमि - - - - <box>478 900 923 915</box>
table-row: 8 389/6 भूमिस्वामी कृषि 0.04 खसरा की भूमि खसरा की भूमि खसरा की भूमि खसरा की भूमि - - - - <box>23 618 468 633</box>
table-row: 16 376 भूमिस्वामी कृषि 0.24 खसरा की भूमि खसरा की भूमि खसरा की भूमि खसरा की भूमि - - - - <box>23 738 468 753</box>
story1-kicker: छपारा का मामला, स्थानीयजनों ने की कठोर कार्रवाई की मांग <box>18 64 328 80</box>
land-schedule-table-right: स. क्र. सर्वेक्षण क्रमांक स्वामित्व का प्रकार भूमि का प्रकार अर्जन के अधीन क्षेत्रफल (हे. में) हितबद्ध व्यक्ति का नाम और पता सीमाएं वृक्ष संरचना उत्तर दक्षिण पूर्व पश्चिम प्रजाति किस्म संख्या प्रकार निर्मित एरिया 48 381/16 भूमिस्वामी कृषि 0.15 अर्पण नाबालिग पिता विजय कुमार संरक्षक खसरा की भूमि खसरा की भूमि खसरा की भूमि खसरा की भूमि - - - - 49 381/17 भूमिस्वामी कृषि 0.03 खसरा की भूमि खसरा की भूमि खसरा की भूमि खसरा की भूमि - - - - 50 381/18 भूमिस्वामी कृषि 0.03 खसरा की भूमि खसरा की भूमि खसरा की भूमि खसरा की भूमि - - - - 51 379 भूमिस्वामी कृषि 1.64 किशोरी शिवराम पिता मन्नू सीताबाई खसरा की भूमि खसरा की भूमि खसरा की भूमि खसरा की भूमि - - - - 52 378/1/1 भूमिस्वामी कृषि 0.50 पन्नालाल पिता कुमक, जाति गोंड पता खसरा की भूमि खसरा की भूमि खसरा की भूमि खसरा की भूमि - - - - 53 378/1/2 भूमिस्वामी कृषि 0.03 नन्हेलाल, छोटेलाल, मानसिंह, मंगल खसरा की भूमि खसरा की भूमि खसरा की भूमि खसरा की भूमि - - - - 54 378/2 भूमिस्वामी कृषि 0.58 मन्नालाल, मन्नालाल, धनीराम पिता भटल खसरा की भूमि खसरा की भूमि खसरा की भूमि खसरा की भूमि - - - - 55 378/3 भूमिस्वामी कृषि 0.57 अप्पू पिता मुन्नुदी, जाति गोंड, पता पिपरिया रै. खसरा की भूमि खसरा की भूमि खसरा की भूमि खसरा की भूमि - - - - 56 361/1 भूमिस्वामी कृषि 0.40 सोनवी झीना बेवा हरिप्रसाद पुरुषोत्तम खसरा की भूमि खसरा की भूमि खसरा की भूमि खसरा की भूमि - - - - 57 361/2 भूमिस्वामी कृषि 0.40 केशवती पत्नी सत्यनारायण जाति कलार खसरा की भूमि खसरा की भूमि खसरा की भूमि खसरा की भूमि - - - - 58 361/3 भूमिस्वामी कृषि 1.45 सत्यनंद कुंजबिहारी नवलाल सुदीप पिता नीतेशलाल खसरा की भूमि खसरा की भूमि खसरा की भूमि खसरा की भूमि - - - - 59 361/6 भूमिस्वामी कृषि 0.37 पुरुषोत्तमसिंह पिता भगवानदास जाति सिक्ख नि.ग्रा. भूमिस्वामी खसरा की भूमि खसरा की भूमि खसरा की भूमि खसरा की भूमि - - - - 60 362/1 भूमिस्वामी कृषि 0.02 पैसाबाई बेवा हरीराम सुनाई किशनलाल खसरा की भूमि खसरा की भूमि खसरा की भूमि खसरा की भूमि - - - - 61 357 भूमिस्वामी कृषि 0.12 लालाराम पिता दल्लू जाति कलार खसरा की भूमि खसरा की भूमि खसरा की भूमि खसरा की भूमि - - - - 62 353/1 भूमिस्वामी कृषि 0.30 खसरा की भूमि खसरा की भूमि खसरा की भूमि खसरा की भूमि - - - - 63 353/2 भूमिस्वामी कृषि 1.44 राजकुमार मनोहर पिता रेवाराम जाति मेहरा खसरा की भूमि खसरा की भूमि खसरा की भूमि खसरा की भूमि - - - - 64 355/1 भूमिस्वामी कृषि 0.27 रेवाराम पि. गोरेलाल जाति मेहरा नि. ग्रा. भूमिस्वामी खसरा की भूमि खसरा की भूमि खसरा की भूमि खसरा की भूमि - - - - 65 355/2 भूमिस्वामी कृषि 0.25 खसरा की भूमि खसरा की भूमि खसरा की भूमि खसरा की भूमि - - - - 66 346/1 भूमिस्वामी कृषि 0.40 श्रीराम सुहागाई पिता रौका जाति खसरा की भूमि खसरा की भूमि खसरा की भूमि खसरा की भूमि - - - - 67 346/2 भूमिस्वामी कृषि 1.60 मनोज कुमार सिंग पिता प्रेमीलाल सिंग खसरा की भूमि खसरा की भूमि खसरा की भूमि खसरा की भूमि - - - - 68 347 भूमिस्वामी कृषि 0.72 मोहेलाल रेवाराम पिता गोरेलाल खसरा की भूमि खसरा की भूमि खसरा की भूमि खसरा की भूमि - - - - 69 345 भूमिस्वामी कृषि 1.27 कन्ना पिता बसाड़ी जाति गोंड नि.ग्रा. भूमिस्वामी खसरा की भूमि खसरा की भूमि खसरा की भूमि खसरा की भूमि - - - - 70 343/1/1 भूमिस्वामी कृषि 0.44 प्रमोद पिता सेवाराम जाति कुम्हार नि. ग्रा. भूमिस्वामी खसरा की भूमि खसरा की भूमि खसरा की भूमि खसरा की भूमि - - - - 71 344 भूमिस्वामी कृषि 1.32 संतलाल किसना बिन्नू पिता पुसु खसरा की भूमि खसरा की भूमि खसरा की भूमि खसरा की भूमि - - - - 72 413/1 भूमिस्वामी कृषि 1.48 लल्लू बल्ली मोतीलाल पि. जहानसिंह खसरा की भूमि खसरा की भूमि खसरा की भूमि खसरा की भूमि - - - - 73 413/2 भूमिस्वामी कृषि 1.06 मिट्ठू देशीबाई पि. राजाराम खसरा की भूमि खसरा की भूमि खसरा की भूमि खसरा की भूमि - - - - 74 413/3 भूमिस्वामी कृषि 1.06 रतनसिंह पिता रम्मा जाति गोंड नि.ग्रा. भूमिस्वामी खसरा की भूमि खसरा की भूमि खसरा की भूमि खसरा की भूमि - - - - 75 413/4 भूमिस्वामी कृषि 0.40 कुद्दू धनीबाई पिता प्रतापसिंह जाति गोंड नि.ग्रा. भूमिस्वामी खसरा की भूमि खसरा की भूमि खसरा की भूमि खसरा की भूमि - - - - 76 413/9 भूमिस्वामी कृषि 0.86 खसरा की भूमि खसरा की भूमि खसरा की भूमि खसरा की भूमि - - - - 77 413/5 भूमिस्वामी कृषि 0.40 धन्नीबाई बेवा गोरसिंह खसरा की भूमि खसरा की भूमि खसरा की भूमि खसरा की भूमि - - - - 78 413/8 भूमिस्वामी कृषि 0.86 खसरा की भूमि खसरा की भूमि खसरा की भूमि खसरा की भूमि - - - - 79 413/6 भूमिस्वामी कृषि 0.20 तरुन बेवा धनसिंह नेमसिंह खसरा की भूमि खसरा की भूमि खसरा की भूमि खसरा की भूमि - - - - 80 413/10 भूमिस्वामी कृषि 0.46 खसरा की भूमि खसरा की भूमि खसरा की भूमि खसरा की भूमि - - - - 81 413/7 भूमिस्वामी कृषि 1.06 प्यारीबाई बेवा भावसिंह हीरालाल खसरा की भूमि खसरा की भूमि खसरा की भूमि खसरा की भूमि - - - - 82 412/3 भूमिस्वामी कृषि 0.70 सुन्नी पिता बनवारी, जाति गोंड खसरा की भूमि खसरा की भूमि खसरा की भूमि खसरा की भूमि - - - - 83 412/4 भूमिस्वामी कृषि 0.96 बालकराम पिता धनराम जाति गोंड, पता पिपरिया खसरा की भूमि खसरा की भूमि खसरा की भूमि खसरा की भूमि - - - - 84 412/5 भूमिस्वामी कृषि 2.14 महेश पिता सीताराम, महेश पिता सीताराम, जाति गोंड खसरा की भूमि खसरा की भूमि खसरा की भूमि खसरा की भूमि - - - - कुल योग 43.04 240 <box>477 375 923 974</box>
col-header: प्रजाति किस्म <box>392 498 417 513</box>
table-row: 36 381/4 भूमिस्वामी कृषि 0.03 खसरा की भूमि खसरा की भूमि खसरा की भूमि खसरा की भूमि - - - - <box>23 1038 468 1053</box>
notice-code: जी-17420/25 <box>483 1383 543 1393</box>
story3-col2: तहसीलदार ने किसानों को भरोसा दिलाया कि सभी पंजीकृत किसानों को निर्धारित प्रक्रिया के तहत यूरिया उपलब्ध कराया जाएगा तथा आपूर्ति में आ रही दिक्कतों को शीघ्र दूर किया जाएगा। प्रशासन ने आश्वासन दिया कि खाद वितरण में <box>710 276 818 339</box>
table-row: 63 353/2 भूमिस्वामी कृषि 1.44 राजकुमार मनोहर पिता रेवाराम जाति मेहरा खसरा की भूमि खसरा की भूमि खसरा की भूमि खसरा की भूमि - - - - <box>478 630 923 645</box>
table-row: 84 412/5 भूमिस्वामी कृषि 2.14 महेश पिता सीताराम, महेश पिता सीताराम, जाति गोंड खसरा की भूमि खसरा की भूमि खसरा की भूमि खसरा की भूमि - - - - <box>478 945 923 960</box>
table-row: 21 303 भूमिस्वामी कृषि 0.41 मनीराम पिता बिहारी जाति मेहरा नि. ग्रा. भूमिस्वामी खसरा की भूमि खसरा की भूमि खसरा की भूमि खसरा की भूमि - - - - <box>23 813 468 828</box>
col-header: प्रकार <box>885 390 898 405</box>
